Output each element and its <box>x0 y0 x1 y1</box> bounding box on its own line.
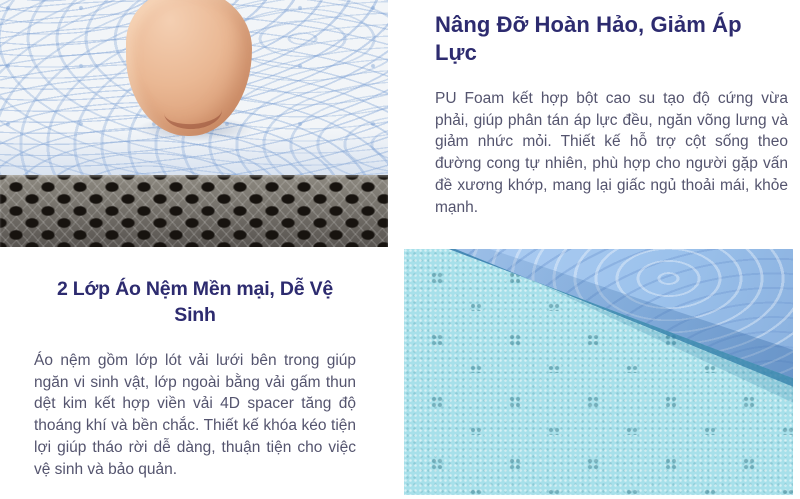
knuckle-crease <box>163 92 223 131</box>
support-feature-text <box>435 11 788 218</box>
mattress-mesh-side <box>0 175 388 247</box>
cover-feature-text <box>34 276 356 480</box>
cover-paragraph: Áo nệm gồm lớp lót vải lưới bên trong giúp ngăn vi sinh vật, lớp ngoài bằng vải gấm thun dệt kim kết hợp viền vải 4D spacer tăng độ thoáng khí và bền chắc. Thiết kế khóa kéo tiện lợi giúp tháo rời dễ dàng, thuận tiện cho việc vệ sinh và bảo quản. <box>34 352 356 478</box>
mattress-firmness-photo <box>0 0 388 247</box>
mattress-cover-photo <box>404 249 793 495</box>
support-paragraph: PU Foam kết hợp bột cao su tạo độ cứng vừa phải, giúp phân tán áp lực đều, ngăn võng lưng và giảm nhức mỏi. Thiết kế hỗ trợ cột sống theo đường cong tự nhiên, phù hợp cho người gặp vấn đề xương khớp, mang lại giấc ngủ thoải mái, khỏe mạnh. <box>435 90 788 216</box>
cover-heading: 2 Lớp Áo Nệm Mền mại, Dễ Vệ Sinh <box>56 278 334 326</box>
support-heading: Nâng Đỡ Hoàn Hảo, Giảm Áp Lực <box>435 12 742 65</box>
